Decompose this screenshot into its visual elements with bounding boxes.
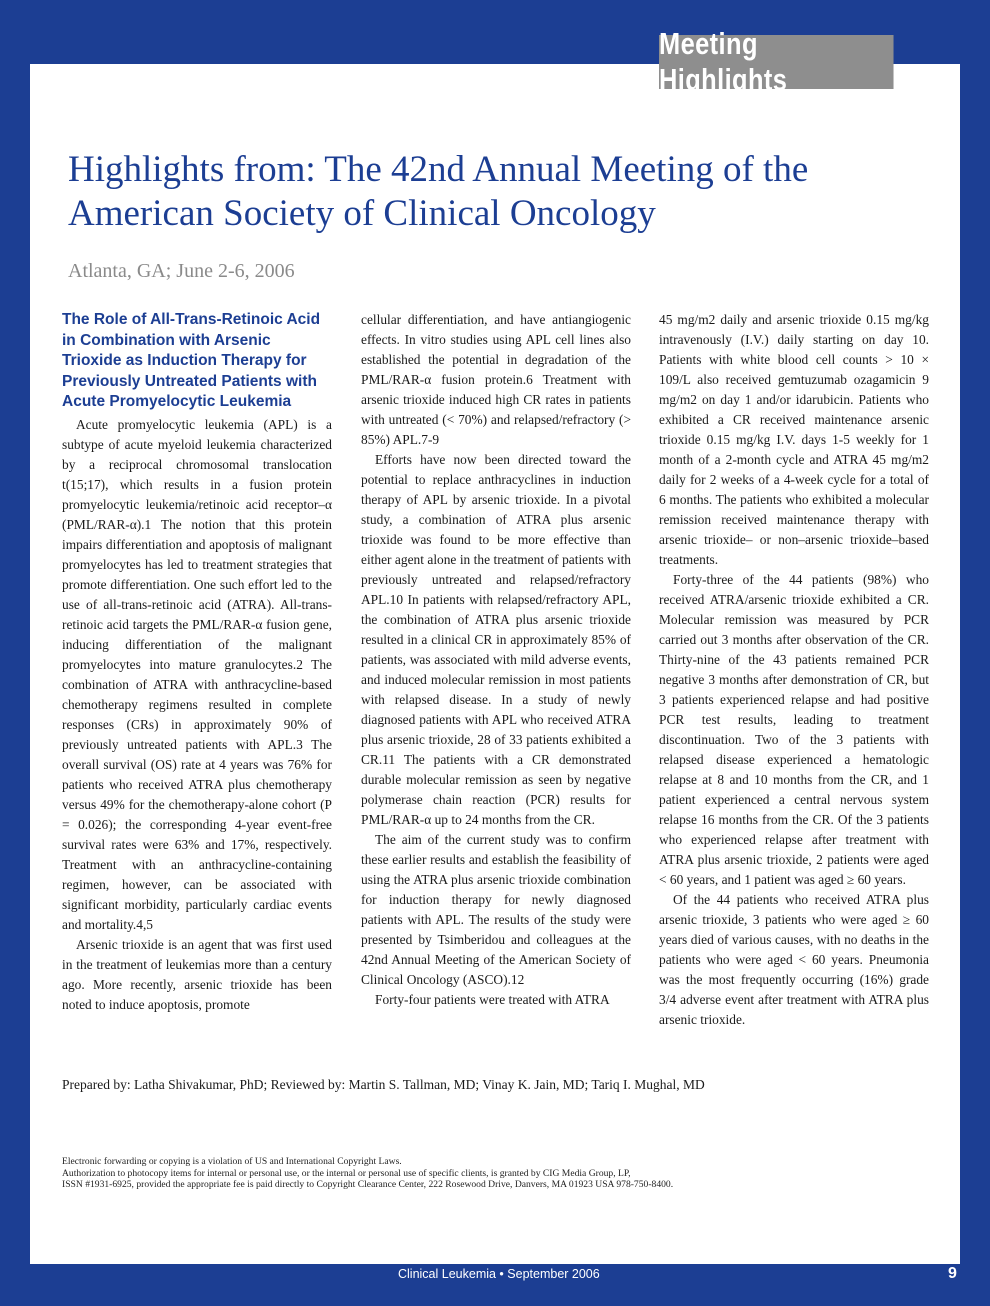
article-column-2 — [361, 310, 631, 1010]
paragraph: Arsenic trioxide is an agent that was first used in the treatment of leukemias more than a century ago. More recently, arsenic trioxide has been noted to induce apoptosis, promote — [62, 936, 332, 1012]
paragraph: cellular differentiation, and have antiangiogenic effects. In vitro studies using APL cell lines also established the potential in degradation of the PML/RAR-α fusion protein.6 Treatment with arsenic trioxide induced high CR rates in patients with untreated (< 70%) and relapsed/refractory (> 85%) APL.7-9 — [361, 312, 631, 447]
paragraph: Acute promyelocytic leukemia (APL) is a subtype of acute myeloid leukemia characterized by a reciprocal chromosomal translocation t(15;17), which results in a fusion protein promyelocytic leukemia/retinoic acid receptor–α (PML/RAR-α).1 The notion that this protein impairs differentiation and apoptosis of malignant promyelocytes has led to treatment strategies that promote differentiation. One such effort led to the use of all-trans-retinoic acid (ATRA). All-trans-retinoic acid targets the PML/RAR-α fusion gene, inducing differentiation of the malignant promyelocytes into mature granulocytes.2 The combination of ATRA with anthracycline-based chemotherapy regimens resulted in complete responses (CRs) in approximately 90% of previously untreated patients with APL.3 The overall survival (OS) rate at 4 years was 76% for patients who received ATRA plus chemotherapy versus 49% for the chemotherapy-alone cohort (P = 0.026); the corresponding 4-year event-free survival rates were 63% and 17%, respectively. Treatment with an anthracycline-containing regimen, however, can be associated with significant morbidity, particularly cardiac events and mortality.4,5 — [62, 416, 332, 932]
meeting-location-date: Atlanta, GA; June 2-6, 2006 — [68, 260, 295, 282]
paragraph: Forty-four patients were treated with ATRA — [375, 992, 610, 1007]
page-number: 9 — [948, 1265, 957, 1282]
footer-journal-date: Clinical Leukemia • September 2006 — [398, 1267, 600, 1281]
section-tab: Meeting Highlights — [659, 35, 894, 89]
copyright-notice — [62, 1156, 673, 1191]
legal-line: Electronic forwarding or copying is a violation of US and International Copyright Laws. — [62, 1156, 402, 1167]
article-column-1 — [62, 310, 332, 1015]
legal-line: ISSN #1931-6925, provided the appropriate fee is paid directly to Copyright Clearance Center, 222 Rosewood Drive, Danvers, MA 01923 USA 978-750-8400. — [62, 1179, 674, 1190]
paragraph: Of the 44 patients who received ATRA plus arsenic trioxide, 3 patients who were aged ≥ 60 years died of various causes, with no deaths in the patients who were aged < 60 years. Pneumonia was the most frequently occurring (16%) grade 3/4 adverse event after treatment with ATRA plus arsenic trioxide. — [659, 892, 929, 1027]
paragraph: Efforts have now been directed toward the potential to replace anthracyclines in induction therapy of APL by arsenic trioxide. In a pivotal study, a combination of ATRA plus arsenic trioxide was found to be more effective than either agent alone in the treatment of patients with previously untreated and relapsed/refractory APL.10 In patients with relapsed/refractory APL, the combination of ATRA plus arsenic trioxide resulted in a clinical CR in approximately 85% of patients, was associated with mild adverse events, and induced molecular remission in most patients with relapsed disease. In a study of newly diagnosed patients with APL who received ATRA plus arsenic trioxide, 28 of 33 patients exhibited a CR.11 The patients with a CR demonstrated durable molecular remission as seen by negative polymerase chain reaction (PCR) results for PML/RAR-α up to 24 months from the CR. — [361, 452, 631, 827]
paragraph: The aim of the current study was to confirm these earlier results and establish the feasibility of using the ATRA plus arsenic trioxide combination for induction therapy for newly diagnosed patients with APL. The results of the study were presented by Tsimberidou and colleagues at the 42nd Annual Meeting of the American Society of Clinical Oncology (ASCO).12 — [361, 832, 631, 987]
article-column-3 — [659, 310, 929, 1030]
article-heading: The Role of All-Trans-Retinoic Acid in Combination with Arsenic Trioxide as Induction Therapy for Previously Untreated Patients with Acute Promyelocytic Leukemia — [62, 311, 321, 410]
paragraph: Forty-three of the 44 patients (98%) who received ATRA/arsenic trioxide exhibited a CR. Molecular remission was measured by PCR carried out 3 months after observation of the CR. Thirty-nine of the 43 patients remained PCR negative 3 months after demonstration of CR, but 3 patients experienced relapse and had positive PCR test results, leading to treatment discontinuation. Two of the 3 patients with relapsed disease experienced a hematologic relapse at 8 and 10 months from the CR, and 1 patient experienced a central nervous system relapse 16 months from the CR. Of the 3 patients who experienced relapse after treatment with ATRA plus arsenic trioxide, 2 patients were aged < 60 years, and 1 patient was aged ≥ 60 years. — [659, 572, 929, 887]
legal-line: Authorization to photocopy items for internal or personal use, or the internal or personal use of specific clients, is granted by CIG Media Group, LP, — [62, 1167, 631, 1179]
credits-line: Prepared by: Latha Shivakumar, PhD; Reviewed by: Martin S. Tallman, MD; Vinay K. Jain, MD; Tariq I. Mughal, MD — [62, 1077, 705, 1092]
paragraph: 45 mg/m2 daily and arsenic trioxide 0.15 mg/kg intravenously (I.V.) daily starting on day 10. Patients with white blood cell counts > 10 × 109/L also received gemtuzumab ozagamicin 9 mg/m2 on day 1 and/or idarubicin. Patients who exhibited a CR received maintenance arsenic trioxide 0.15 mg/kg I.V. days 1-5 weekly for 1 month of a 2-month cycle and ATRA 45 mg/m2 daily for 2 weeks of a 4-week cycle for a total of 6 months. The patients who exhibited a molecular remission received maintenance therapy with arsenic trioxide– or non–arsenic trioxide–based treatments. — [659, 312, 929, 567]
page-title: Highlights from: The 42nd Annual Meeting of the American Society of Clinical Oncology — [68, 149, 809, 234]
